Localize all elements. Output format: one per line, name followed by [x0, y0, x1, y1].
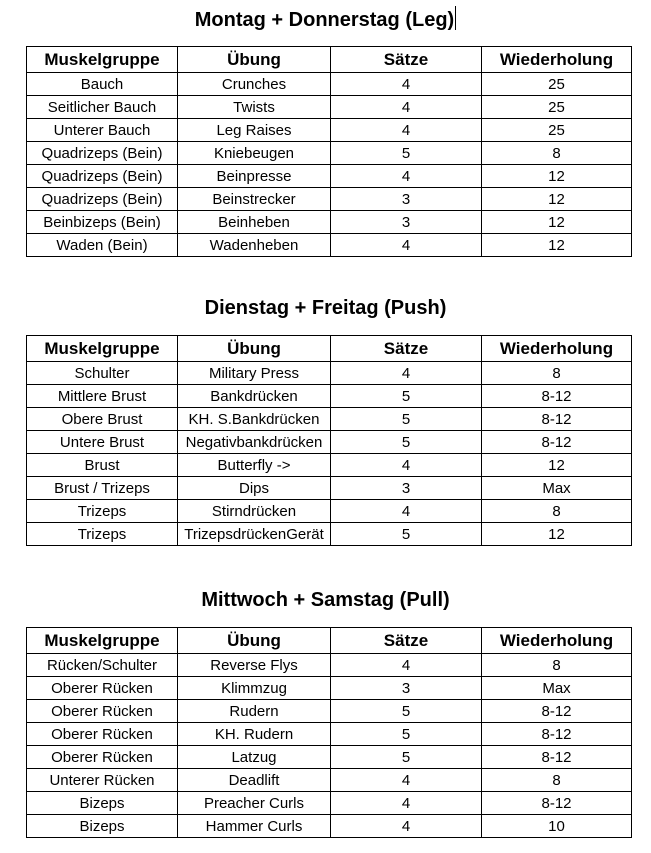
cell-uebung: Stirndrücken: [178, 500, 331, 523]
cell-wiederholung: 8-12: [482, 746, 632, 769]
cell-uebung: KH. Rudern: [178, 723, 331, 746]
cell-uebung: Leg Raises: [178, 119, 331, 142]
cell-saetze: 4: [331, 73, 482, 96]
cell-wiederholung: 8: [482, 142, 632, 165]
cell-wiederholung: 8: [482, 769, 632, 792]
cell-uebung: KH. S.Bankdrücken: [178, 408, 331, 431]
cell-muskelgruppe: Unterer Rücken: [27, 769, 178, 792]
cell-wiederholung: 12: [482, 165, 632, 188]
table-pull: [26, 627, 632, 838]
cell-muskelgruppe: Beinbizeps (Bein): [27, 211, 178, 234]
table-push: [26, 335, 632, 546]
header-wiederholung: Wiederholung: [482, 47, 632, 73]
table-row: [27, 119, 632, 142]
cell-uebung: Kniebeugen: [178, 142, 331, 165]
header-muskelgruppe: Muskelgruppe: [27, 47, 178, 73]
cell-wiederholung: 8-12: [482, 792, 632, 815]
cell-wiederholung: 25: [482, 96, 632, 119]
cell-wiederholung: 8-12: [482, 723, 632, 746]
cell-saetze: 3: [331, 677, 482, 700]
header-uebung: Übung: [178, 47, 331, 73]
cell-saetze: 3: [331, 211, 482, 234]
header-wiederholung: Wiederholung: [482, 628, 632, 654]
cell-muskelgruppe: Bauch: [27, 73, 178, 96]
cell-wiederholung: 10: [482, 815, 632, 838]
cell-muskelgruppe: Quadrizeps (Bein): [27, 188, 178, 211]
cell-uebung: Military Press: [178, 362, 331, 385]
cell-muskelgruppe: Oberer Rücken: [27, 677, 178, 700]
cell-uebung: Beinpresse: [178, 165, 331, 188]
cell-uebung: Negativbankdrücken: [178, 431, 331, 454]
table-row: [27, 96, 632, 119]
cell-wiederholung: 8: [482, 500, 632, 523]
cell-muskelgruppe: Trizeps: [27, 523, 178, 546]
table-header-row: [27, 628, 632, 654]
table-row: [27, 362, 632, 385]
cell-saetze: 4: [331, 815, 482, 838]
cell-wiederholung: 12: [482, 454, 632, 477]
table-row: [27, 500, 632, 523]
table-row: [27, 815, 632, 838]
table-row: [27, 746, 632, 769]
cell-wiederholung: 8: [482, 362, 632, 385]
cell-muskelgruppe: Quadrizeps (Bein): [27, 142, 178, 165]
header-muskelgruppe: Muskelgruppe: [27, 628, 178, 654]
cell-saetze: 4: [331, 769, 482, 792]
header-saetze: Sätze: [331, 628, 482, 654]
table-header-row: [27, 336, 632, 362]
table-row: [27, 769, 632, 792]
cell-uebung: Wadenheben: [178, 234, 331, 257]
cell-saetze: 5: [331, 746, 482, 769]
cell-muskelgruppe: Oberer Rücken: [27, 723, 178, 746]
cell-muskelgruppe: Schulter: [27, 362, 178, 385]
cell-saetze: 5: [331, 523, 482, 546]
header-uebung: Übung: [178, 336, 331, 362]
cell-uebung: Klimmzug: [178, 677, 331, 700]
cell-wiederholung: 12: [482, 523, 632, 546]
table-row: [27, 73, 632, 96]
table-row: [27, 454, 632, 477]
cell-uebung: Latzug: [178, 746, 331, 769]
cell-wiederholung: 25: [482, 73, 632, 96]
table-row: [27, 700, 632, 723]
cell-uebung: Crunches: [178, 73, 331, 96]
text-cursor: [455, 6, 456, 30]
table-row: [27, 188, 632, 211]
header-uebung: Übung: [178, 628, 331, 654]
cell-muskelgruppe: Mittlere Brust: [27, 385, 178, 408]
cell-saetze: 3: [331, 477, 482, 500]
cell-saetze: 5: [331, 723, 482, 746]
cell-saetze: 4: [331, 234, 482, 257]
cell-wiederholung: 25: [482, 119, 632, 142]
section-title-pull: Mittwoch + Samstag (Pull): [201, 589, 450, 611]
table-row: [27, 677, 632, 700]
cell-muskelgruppe: Obere Brust: [27, 408, 178, 431]
cell-muskelgruppe: Oberer Rücken: [27, 746, 178, 769]
cell-muskelgruppe: Brust / Trizeps: [27, 477, 178, 500]
header-wiederholung: Wiederholung: [482, 336, 632, 362]
table-row: [27, 408, 632, 431]
cell-uebung: Rudern: [178, 700, 331, 723]
cell-saetze: 4: [331, 500, 482, 523]
cell-saetze: 5: [331, 431, 482, 454]
header-muskelgruppe: Muskelgruppe: [27, 336, 178, 362]
cell-saetze: 4: [331, 119, 482, 142]
cell-saetze: 4: [331, 454, 482, 477]
cell-saetze: 4: [331, 792, 482, 815]
cell-muskelgruppe: Oberer Rücken: [27, 700, 178, 723]
table-row: [27, 165, 632, 188]
table-row: [27, 654, 632, 677]
cell-wiederholung: 12: [482, 188, 632, 211]
cell-uebung: Beinheben: [178, 211, 331, 234]
cell-wiederholung: 8-12: [482, 700, 632, 723]
cell-uebung: Butterfly ->: [178, 454, 331, 477]
table-row: [27, 477, 632, 500]
table-row: [27, 234, 632, 257]
section-title-push: Dienstag + Freitag (Push): [204, 297, 447, 319]
cell-wiederholung: 8-12: [482, 431, 632, 454]
cell-wiederholung: Max: [482, 677, 632, 700]
cell-wiederholung: 12: [482, 234, 632, 257]
cell-wiederholung: 12: [482, 211, 632, 234]
cell-uebung: Deadlift: [178, 769, 331, 792]
cell-uebung: Bankdrücken: [178, 385, 331, 408]
table-header-row: [27, 47, 632, 73]
header-saetze: Sätze: [331, 336, 482, 362]
cell-saetze: 4: [331, 654, 482, 677]
cell-muskelgruppe: Quadrizeps (Bein): [27, 165, 178, 188]
table-row: [27, 142, 632, 165]
cell-wiederholung: 8: [482, 654, 632, 677]
table-leg: [26, 46, 632, 257]
cell-muskelgruppe: Waden (Bein): [27, 234, 178, 257]
cell-muskelgruppe: Bizeps: [27, 815, 178, 838]
cell-uebung: TrizepsdrückenGerät: [178, 523, 331, 546]
table-row: [27, 385, 632, 408]
cell-saetze: 5: [331, 385, 482, 408]
cell-saetze: 5: [331, 700, 482, 723]
cell-saetze: 4: [331, 165, 482, 188]
cell-muskelgruppe: Trizeps: [27, 500, 178, 523]
cell-saetze: 4: [331, 362, 482, 385]
cell-muskelgruppe: Brust: [27, 454, 178, 477]
cell-muskelgruppe: Seitlicher Bauch: [27, 96, 178, 119]
cell-saetze: 4: [331, 96, 482, 119]
cell-wiederholung: Max: [482, 477, 632, 500]
header-saetze: Sätze: [331, 47, 482, 73]
cell-saetze: 3: [331, 188, 482, 211]
table-row: [27, 723, 632, 746]
cell-saetze: 5: [331, 408, 482, 431]
table-row: [27, 211, 632, 234]
cell-uebung: Hammer Curls: [178, 815, 331, 838]
table-row: [27, 792, 632, 815]
cell-wiederholung: 8-12: [482, 408, 632, 431]
cell-uebung: Beinstrecker: [178, 188, 331, 211]
cell-uebung: Dips: [178, 477, 331, 500]
cell-muskelgruppe: Untere Brust: [27, 431, 178, 454]
table-row: [27, 431, 632, 454]
cell-muskelgruppe: Bizeps: [27, 792, 178, 815]
cell-uebung: Reverse Flys: [178, 654, 331, 677]
section-title-leg: Montag + Donnerstag (Leg): [0, 6, 651, 34]
cell-uebung: Preacher Curls: [178, 792, 331, 815]
cell-wiederholung: 8-12: [482, 385, 632, 408]
cell-saetze: 5: [331, 142, 482, 165]
cell-muskelgruppe: Unterer Bauch: [27, 119, 178, 142]
table-row: [27, 523, 632, 546]
cell-uebung: Twists: [178, 96, 331, 119]
cell-muskelgruppe: Rücken/Schulter: [27, 654, 178, 677]
